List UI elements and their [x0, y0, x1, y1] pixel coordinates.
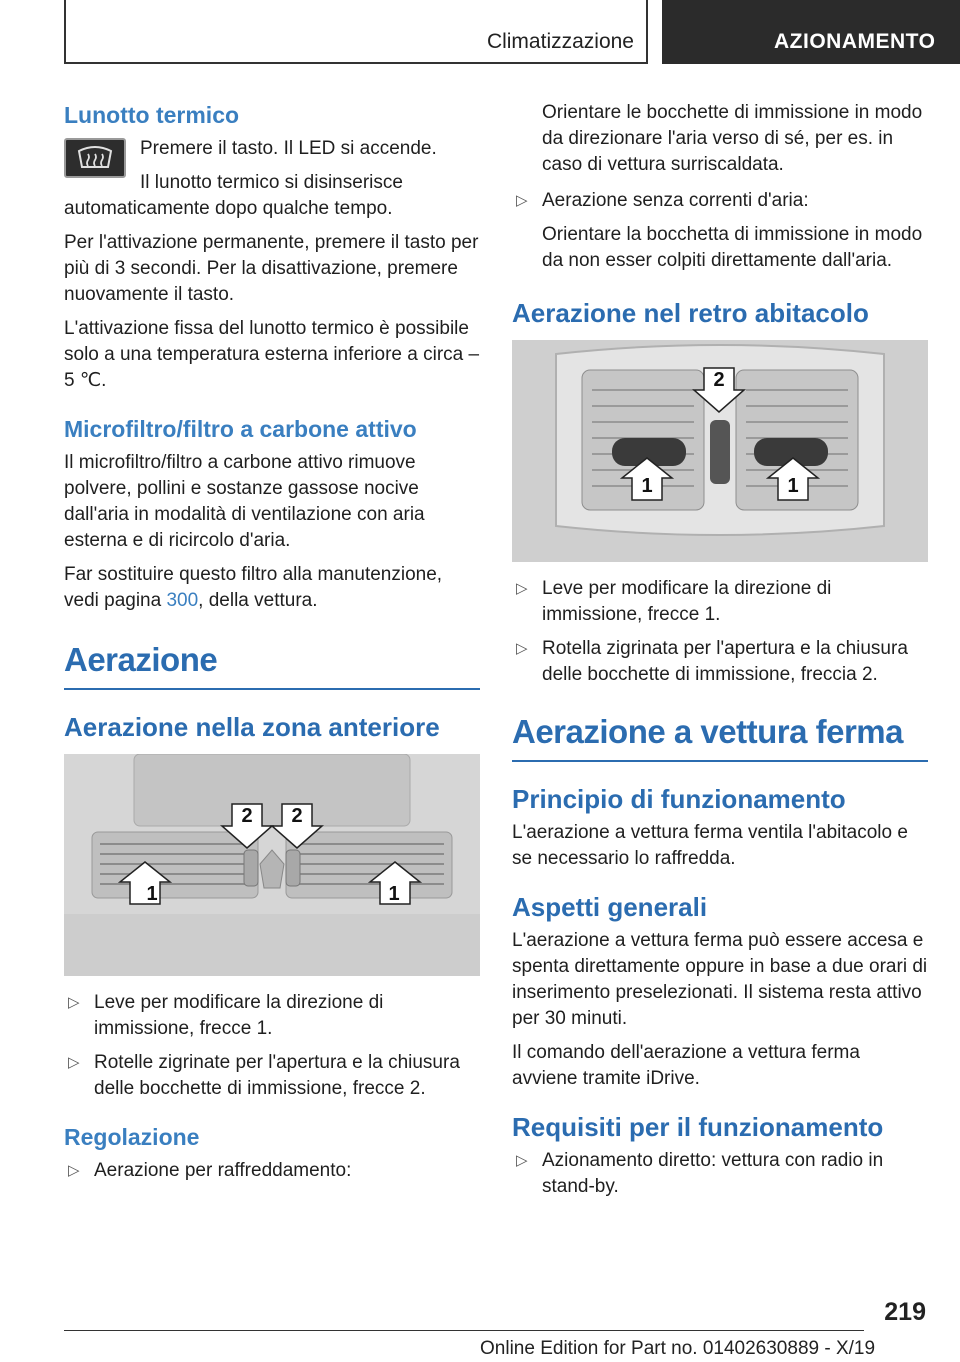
list-item: ▷ Leve per modificare la direzione di immissione, frecce 1. — [516, 578, 832, 625]
triangle-bullet-icon: ▷ — [68, 1162, 80, 1179]
rear-vents-illustration — [512, 340, 928, 562]
triangle-bullet-icon: ▷ — [516, 1152, 528, 1169]
left-column — [64, 100, 480, 1192]
chapter-header — [64, 0, 648, 64]
arrow-label-2a: 2 — [241, 805, 253, 827]
lunotto-heading: Lunotto termico — [64, 102, 240, 128]
retro-heading: Aerazione nel retro abitacolo — [512, 298, 869, 328]
microfiltro-text-2: Far sostituire questo filtro alla manutenzione, vedi pagina 300, della vettura. — [64, 564, 443, 611]
section-tab: AZIONAMENTO — [662, 0, 960, 64]
regolazione-heading: Regolazione — [64, 1124, 200, 1150]
list-item: ▷ Azionamento diretto: vettura con radio in stand-by. — [516, 1150, 884, 1197]
list-item: ▷ Aerazione per raffreddamento: — [68, 1160, 352, 1181]
rear-defrost-button-icon — [64, 138, 126, 178]
triangle-bullet-icon: ▷ — [68, 994, 80, 1011]
principio-text: L'aerazione a vettura ferma ventila l'abitacolo e se necessario lo raffredda. — [512, 822, 908, 869]
microfiltro-text-1: Il microfiltro/filtro a carbone attivo rimuove polvere, pollini e sostanze gassose nocive dall'aria in modalità di ventilazione con aria esterna e di ricircolo d'aria. — [64, 452, 425, 551]
rear-window-heating-icon — [75, 145, 115, 171]
front-vents-figure — [64, 754, 480, 976]
aspetti-text-2: Il comando dell'aerazione a vettura ferma avviene tramite iDrive. — [512, 1042, 860, 1089]
aspetti-text-1: L'aerazione a vettura ferma può essere accesa e spenta direttamente oppure in base a due orari di inserimento preselezionati. Il sistema resta attivo per 30 minuti. — [512, 930, 928, 1029]
list-item: ▷ Rotella zigrinata per l'apertura e la chiusura delle bocchette di immissione, freccia 2. — [516, 638, 908, 685]
anteriore-heading: Aerazione nella zona anteriore — [64, 712, 440, 742]
raffreddamento-continuation: Orientare le bocchette di immissione in modo da direzionare l'aria verso di sé, per es. in caso di vettura surriscaldata. — [542, 102, 923, 175]
microfiltro-heading: Microfiltro/filtro a carbone attivo — [64, 416, 417, 442]
footer-divider — [64, 1330, 864, 1331]
aspetti-heading: Aspetti generali — [512, 892, 708, 922]
triangle-bullet-icon: ▷ — [68, 1054, 80, 1071]
arrow-label-2c: 2 — [713, 369, 725, 391]
lunotto-text-3: Per l'attivazione permanente, premere il tasto per più di 3 secondi. Per la disattivazione, premere nuovamente il tasto. — [64, 232, 479, 305]
right-column — [512, 100, 928, 1208]
triangle-bullet-icon: ▷ — [516, 580, 528, 597]
rear-vents-figure — [512, 340, 928, 562]
aerazione-heading: Aerazione — [64, 638, 480, 690]
arrow-label-1a: 1 — [146, 883, 158, 905]
list-item: ▷ Leve per modificare la direzione di immissione, frecce 1. — [68, 992, 384, 1039]
lunotto-text-4: L'attivazione fissa del lunotto termico è possibile solo a una temperatura esterna inferiore a circa – 5 ℃. — [64, 318, 480, 391]
arrow-label-1d: 1 — [787, 475, 799, 497]
vettura-ferma-heading: Aerazione a vettura ferma — [512, 710, 928, 762]
lunotto-text-1: Premere il tasto. Il LED si accende. — [140, 138, 437, 159]
triangle-bullet-icon: ▷ — [516, 192, 528, 209]
list-item: ▷ Aerazione senza correnti d'aria: — [516, 190, 809, 211]
page-reference-link[interactable]: 300 — [166, 590, 199, 611]
list-item: ▷ Rotelle zigrinate per l'apertura e la chiusura delle bocchette di immissione, frecce 2. — [68, 1052, 460, 1099]
footer-edition-text: Online Edition for Part no. 01402630889 - X/19 — [480, 1338, 876, 1359]
triangle-bullet-icon: ▷ — [516, 640, 528, 657]
arrow-label-2b: 2 — [291, 805, 303, 827]
senza-correnti-continuation: Orientare la bocchetta di immissione in modo da non esser colpiti direttamente dall'aria. — [542, 224, 923, 271]
arrow-label-1b: 1 — [388, 883, 400, 905]
arrow-label-1c: 1 — [641, 475, 653, 497]
lunotto-text-2: Il lunotto termico si disinserisce automaticamente dopo qualche tempo. — [64, 172, 403, 219]
page-number: 219 — [884, 1298, 926, 1326]
requisiti-heading: Requisiti per il funzionamento — [512, 1112, 884, 1142]
chapter-title: Climatizzazione — [486, 30, 634, 53]
principio-heading: Principio di funzionamento — [512, 784, 846, 814]
front-vents-illustration — [64, 754, 480, 976]
